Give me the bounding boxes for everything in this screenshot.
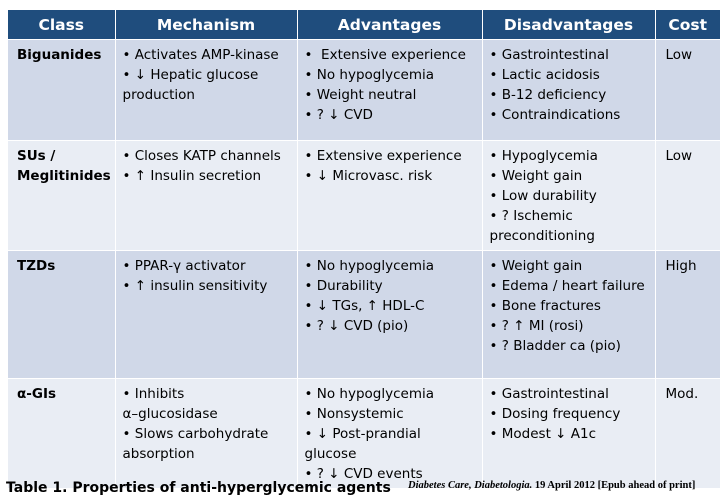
cell-line: α–glucosidase xyxy=(122,406,218,422)
column-header-advantages: Advantages xyxy=(297,10,482,40)
cell-line: • ? Bladder ca (pio) xyxy=(489,338,621,354)
cell-line: • Weight neutral xyxy=(304,87,417,103)
table-row xyxy=(8,251,720,379)
disadvantages-cell xyxy=(482,379,655,489)
cell-line: • Extensive experience xyxy=(304,47,466,63)
cell-line: • ↓ Microvasc. risk xyxy=(304,168,433,184)
cell-line: • Nonsystemic xyxy=(304,406,404,422)
class-cell xyxy=(8,379,115,489)
cell-line: preconditioning xyxy=(489,228,595,244)
cell-line: • Inhibits xyxy=(122,386,185,402)
mechanism-cell xyxy=(115,40,297,141)
table-row xyxy=(8,40,720,141)
advantages-cell xyxy=(297,251,482,379)
cell-line: • Low durability xyxy=(489,188,597,204)
cell-line: glucose xyxy=(304,446,357,462)
disadvantages-cell xyxy=(482,40,655,141)
class-cell xyxy=(8,141,115,251)
cell-line: TZDs xyxy=(17,258,56,274)
mechanism-cell xyxy=(115,379,297,489)
class-cell xyxy=(8,251,115,379)
cell-line: absorption xyxy=(122,446,195,462)
cost-cell: Low xyxy=(655,40,720,141)
class-cell xyxy=(8,40,115,141)
cell-line: Meglitinides xyxy=(17,168,111,184)
cell-line: • Lactic acidosis xyxy=(489,67,600,83)
cell-line: • ↓ Post-prandial xyxy=(304,426,421,442)
cell-line: • Bone fractures xyxy=(489,298,601,314)
cell-line: • Gastrointestinal xyxy=(489,47,609,63)
column-header-mechanism: Mechanism xyxy=(115,10,297,40)
cell-line: • No hypoglycemia xyxy=(304,386,434,402)
cell-line: • ? ↓ CVD events xyxy=(304,466,423,482)
column-header-cost: Cost xyxy=(655,10,720,40)
cell-line: • ? Ischemic xyxy=(489,208,573,224)
cell-line: • Closes KATP channels xyxy=(122,148,281,164)
mechanism-cell xyxy=(115,251,297,379)
cell-line: α-GIs xyxy=(17,386,57,402)
table-row xyxy=(8,141,720,251)
advantages-cell xyxy=(297,40,482,141)
source-date-note: 19 April 2012 [Epub ahead of print] xyxy=(534,480,696,491)
cell-line: • Edema / heart failure xyxy=(489,278,645,294)
cell-line: • Gastrointestinal xyxy=(489,386,609,402)
cell-line: • ↓ TGs, ↑ HDL-C xyxy=(304,298,425,314)
cell-line: • Weight gain xyxy=(489,168,583,184)
cell-line: • B-12 deficiency xyxy=(489,87,607,103)
cell-line: Biguanides xyxy=(17,47,102,63)
column-header-disadvantages: Disadvantages xyxy=(482,10,655,40)
table-row xyxy=(8,379,720,489)
disadvantages-cell xyxy=(482,141,655,251)
cell-line: • ↑ insulin sensitivity xyxy=(122,278,268,294)
drug-comparison-table xyxy=(8,10,720,488)
cost-cell: Mod. xyxy=(655,379,720,489)
cell-line: • Modest ↓ A1c xyxy=(489,426,597,442)
cell-line: • ? ↑ MI (rosi) xyxy=(489,318,584,334)
cell-line: • Hypoglycemia xyxy=(489,148,598,164)
cell-line: • ? ↓ CVD (pio) xyxy=(304,318,409,334)
cell-line: • Dosing frequency xyxy=(489,406,621,422)
cell-line: • Weight gain xyxy=(489,258,583,274)
cell-line: • Contraindications xyxy=(489,107,621,123)
advantages-cell xyxy=(297,379,482,489)
cost-cell: High xyxy=(655,251,720,379)
column-header-class: Class xyxy=(8,10,115,40)
source-citation xyxy=(408,480,695,491)
cell-line: SUs / xyxy=(17,148,56,164)
cost-cell: Low xyxy=(655,141,720,251)
table-caption: Table 1. Properties of anti-hyperglycemic agents xyxy=(6,480,391,496)
cell-line: • ? ↓ CVD xyxy=(304,107,373,123)
cell-line: production xyxy=(122,87,195,103)
cell-line: • Extensive experience xyxy=(304,148,462,164)
mechanism-cell xyxy=(115,141,297,251)
disadvantages-cell xyxy=(482,251,655,379)
advantages-cell xyxy=(297,141,482,251)
cell-line: • ↓ Hepatic glucose xyxy=(122,67,259,83)
cell-line: • Durability xyxy=(304,278,383,294)
cell-line: • No hypoglycemia xyxy=(304,258,434,274)
cell-line: • No hypoglycemia xyxy=(304,67,434,83)
cell-line: • Activates AMP-kinase xyxy=(122,47,279,63)
cell-line: • ↑ Insulin secretion xyxy=(122,168,262,184)
cell-line: • PPAR-γ activator xyxy=(122,258,246,274)
source-journals: Diabetes Care, Diabetologia. xyxy=(408,480,533,491)
table-header-row xyxy=(8,10,720,40)
cell-line: • Slows carbohydrate xyxy=(122,426,269,442)
